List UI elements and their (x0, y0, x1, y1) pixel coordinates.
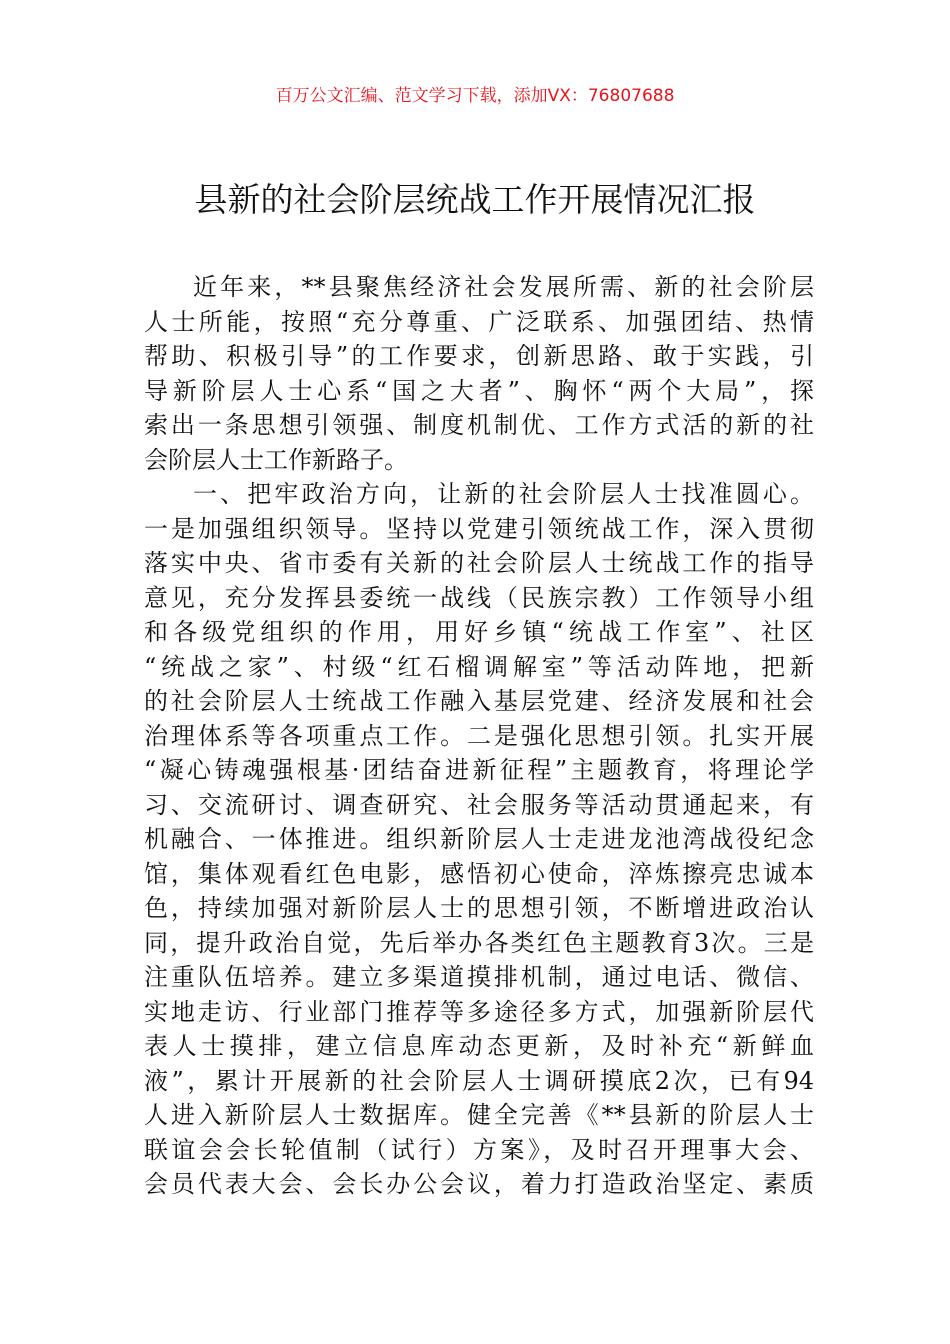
body-line: 的社会阶层人士统战工作融入基层党建、经济发展和社会 (144, 687, 814, 715)
body-line: 液”，累计开展新的社会阶层人士调研摸底2次，已有94 (144, 1066, 814, 1095)
body-line: 注重队伍培养。建立多渠道摸排机制，通过电话、微信、 (144, 963, 814, 991)
header-note: 百万公文汇编、范文学习下载，添加VX：76807688 (275, 86, 675, 106)
body-line: 联谊会会长轮值制（试行）方案》，及时召开理事大会、 (144, 1135, 814, 1164)
body-line: 治理体系等各项重点工作。二是强化思想引领。扎实开展 (144, 721, 814, 750)
document-title: 县新的社会阶层统战工作开展情况汇报 (194, 180, 756, 219)
body-line: 机融合、一体推进。组织新阶层人士走进龙池湾战役纪念 (144, 825, 814, 853)
body-line: 习、交流研讨、调查研究、社会服务等活动贯通起来，有 (144, 790, 814, 819)
body-line: 会员代表大会、会长办公会议，着力打造政治坚定、素质 (144, 1170, 814, 1198)
body-line: “统战之家”、村级“红石榴调解室”等活动阵地，把新 (144, 652, 814, 681)
body-line: 意见，充分发挥县委统一战线（民族宗教）工作领导小组 (144, 583, 814, 612)
section-heading: 一、把牢政治方向，让新的社会阶层人士找准圆心。 (193, 480, 814, 508)
body-line: 索出一条思想引领强、制度机制优、工作方式活的新的社 (144, 411, 814, 439)
body-line: 和各级党组织的作用，用好乡镇“统战工作室”、社区 (144, 618, 814, 646)
body-line: 馆，集体观看红色电影，感悟初心使命，淬炼擦亮忠诚本 (144, 859, 814, 888)
body-line: 人士所能，按照“充分尊重、广泛联系、加强团结、热情 (144, 307, 814, 336)
body-line: 近年来，**县聚焦经济社会发展所需、新的社会阶层 (193, 273, 814, 301)
body-line: 帮助、积极引导”的工作要求，创新思路、敢于实践，引 (144, 342, 814, 370)
body-line: 一是加强组织领导。坚持以党建引领统战工作，深入贯彻 (144, 514, 814, 543)
body-line: 人进入新阶层人士数据库。健全完善《**县新的阶层人士 (144, 1101, 814, 1129)
body-line: 导新阶层人士心系“国之大者”、胸怀“两个大局”，探 (144, 376, 814, 405)
body-line: “凝心铸魂强根基·团结奋进新征程”主题教育，将理论学 (144, 756, 814, 784)
body-line: 同，提升政治自觉，先后举办各类红色主题教育3次。三是 (144, 928, 814, 957)
body-line: 落实中央、省市委有关新的社会阶层人士统战工作的指导 (144, 549, 814, 577)
body-line: 会阶层人士工作新路子。 (144, 445, 408, 474)
body-line: 实地走访、行业部门推荐等多途径多方式，加强新阶层代 (144, 997, 814, 1026)
document-body (144, 270, 814, 1202)
body-line: 色，持续加强对新阶层人士的思想引领，不断增进政治认 (144, 894, 814, 922)
body-line: 表人士摸排，建立信息库动态更新，及时补充“新鲜血 (144, 1032, 814, 1060)
